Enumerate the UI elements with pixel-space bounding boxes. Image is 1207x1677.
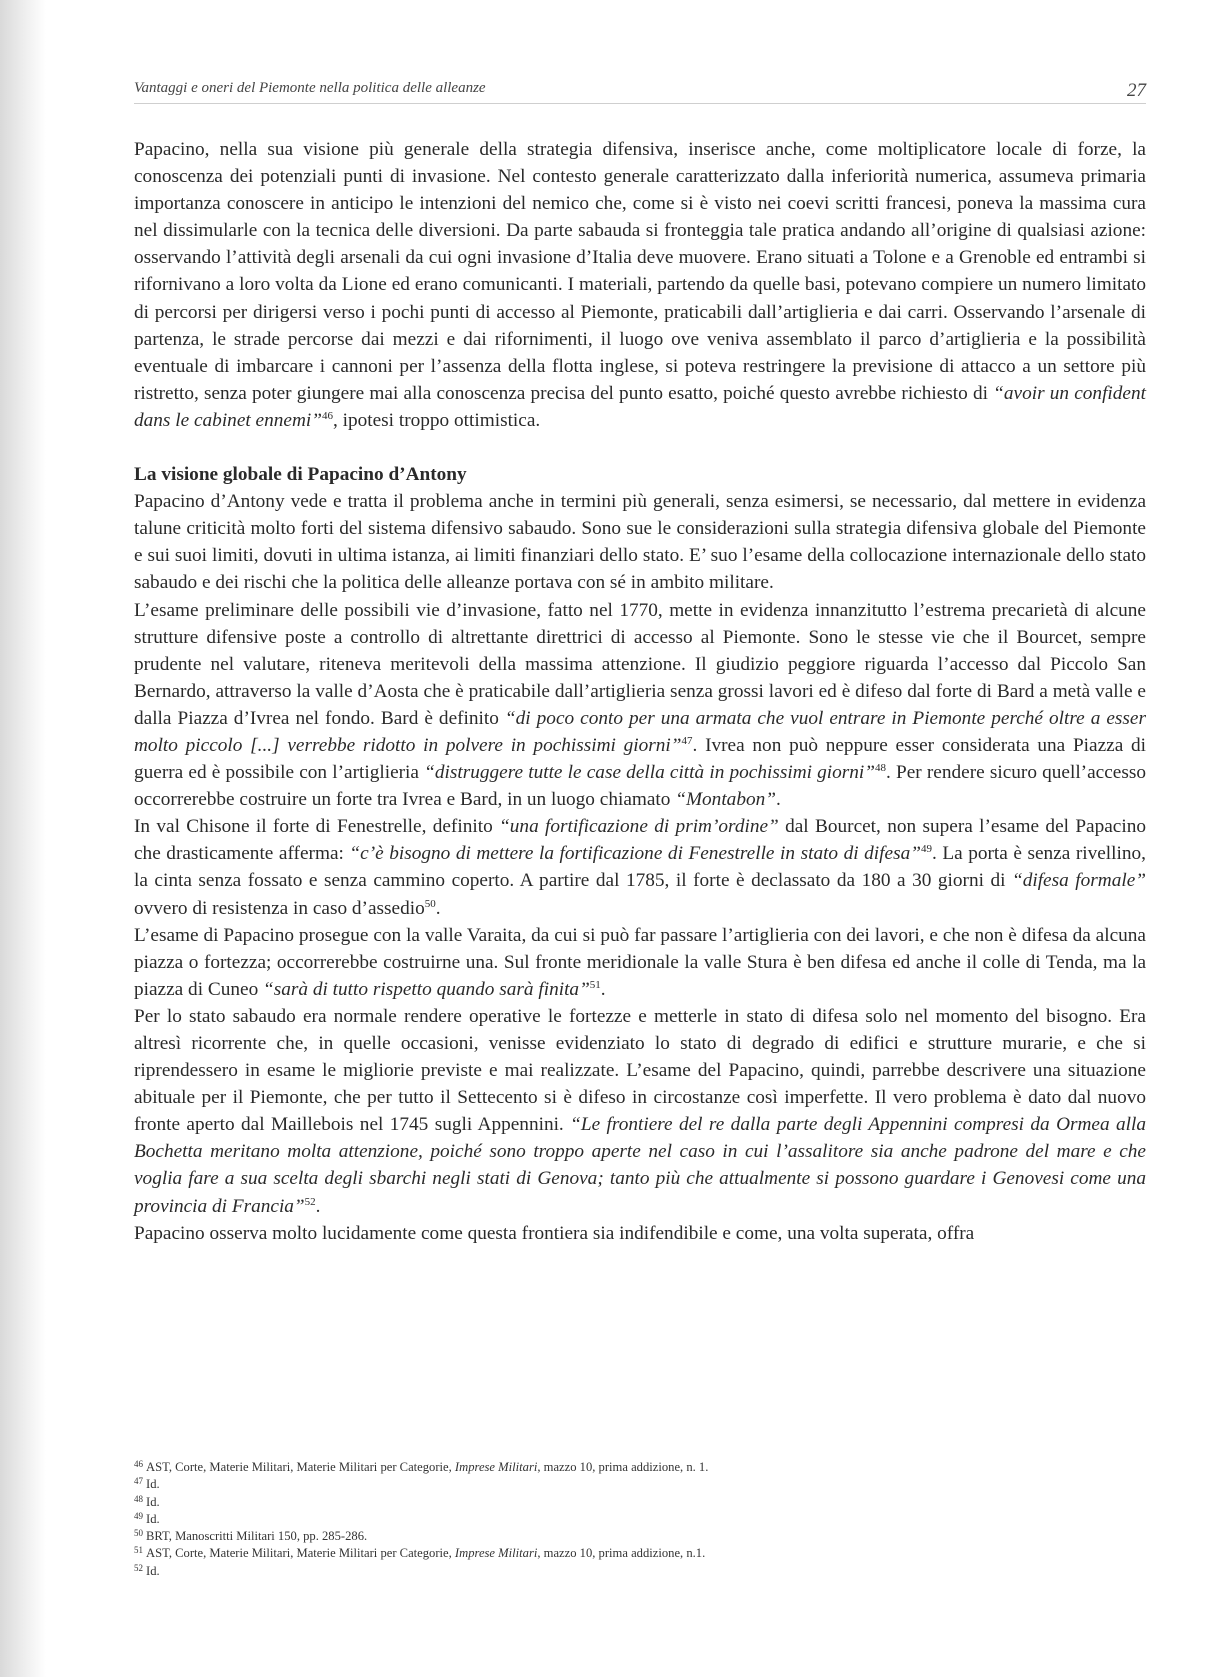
text-run: Papacino osserva molto lucidamente come questa frontiera sia indifendibile e come, una volta superata, offra — [134, 1222, 975, 1244]
text-run: . Ivrea non può neppure esser considerata una Piazza di guerra ed è possibile con l’artiglieria — [134, 734, 1146, 784]
footnote-number: 48 — [134, 1493, 143, 1504]
footnote — [134, 1494, 1146, 1511]
footnote-number: 46 — [134, 1459, 143, 1469]
paragraph — [134, 488, 1146, 596]
quotation: “avoir un confident dans le cabinet ennemi” — [134, 382, 1146, 431]
footnote-ref: 51 — [589, 978, 601, 991]
paragraph — [134, 813, 1146, 921]
text-run: In val Chisone il forte di Fenestrelle, definito — [134, 816, 500, 838]
quotation: “di poco conto per una armata che vuol entrare in Piemonte perché oltre a esser molto piccolo [...] verrebbe ridotto in polvere in pochissimi giorni” — [134, 707, 1146, 756]
text-run: . La porta è senza rivellino, la cinta senza fossato e senza cammino coperto. A partire dal 1785, il forte è declassato da 180 a 30 giorni di — [134, 843, 1146, 892]
running-head — [134, 80, 1146, 104]
text-run: , ipotesi troppo ottimistica. — [332, 409, 541, 431]
footnote-number: 51 — [134, 1545, 143, 1556]
running-head-title: Vantaggi e oneri del Piemonte nella politica delle alleanze — [134, 80, 486, 96]
text-run: L’esame preliminare delle possibili vie d’invasione, fatto nel 1770, mette in evidenza innanzitutto l’estrema precarietà di alcune strutture difensive poste a controllo di altrettante direttrici di accesso al Piemonte. Sono le stesse vie che il Bourcet, sempre prudente nel valutare, riteneva meritevoli della massima attenzione. Il giudizio peggiore riguarda l’accesso dal Piccolo San Bernardo, attraverso la valle d’Aosta che è praticabile dall’artiglieria senza grossi lavori ed è difeso dal forte di Bard a metà valle e dalla Piazza d’Ivrea nel fondo. Bard è definito — [134, 599, 1146, 729]
text-run: AST, Corte, Materie Militari, Materie Militari per Categorie, — [146, 1460, 455, 1474]
paragraph — [134, 1003, 1146, 1220]
paragraph — [134, 597, 1146, 814]
quotation: Imprese Militari — [454, 1460, 538, 1474]
text-run: dal Bourcet, non supera l’esame del Papacino che drasticamente afferma: — [134, 816, 1147, 865]
text-run: L’esame di Papacino prosegue con la valle Varaita, da cui si può far passare l’artiglieria con dei lavori, e che non è difesa da alcuna piazza o fortezza; occorrerebbe costruirne una. Sul fronte meridionale la valle Stura è ben difesa ed anche il colle di Tenda, ma la piazza di Cuneo — [134, 924, 1146, 1000]
text-run: Per lo stato sabaudo era normale rendere operative le fortezze e metterle in stato di difesa solo nel momento del bisogno. Era altresì ricorrente che, in quelle occasioni, venisse evidenziato lo stato di degrado di edifici e strutture murarie, e che si riprendessero in esame le migliorie previste e mai realizzate. L’esame del Papacino, quindi, parrebbe descrivere una situazione abituale per il Piemonte, che per tutto il Settecento si è difeso in circostanze così imperfette. Il vero problema è dato dal nuovo fronte aperto dal Maillebois nel 1745 sugli Appennini. — [134, 1005, 1146, 1136]
footnote-ref: 50 — [424, 897, 436, 910]
footnote-ref: 49 — [920, 843, 932, 856]
page-number: 27 — [1127, 80, 1146, 101]
footnote-ref: 47 — [681, 734, 693, 747]
text-run: Papacino d’Antony vede e tratta il problema anche in termini più generali, senza esimersi, se necessario, dal mettere in evidenza talune criticità molto forti del sistema difensivo sabaudo. Sono sue le considerazioni sulla strategia difensiva globale del Piemonte e sui suoi limiti, dovuti in ultima istanza, ai limiti finanziari dello stato. E’ suo l’esame della collocazione internazionale dello stato sabaudo e dei rischi che la politica delle alleanze portava con sé in ambito militare. — [134, 491, 1146, 594]
footnote-number: 47 — [134, 1476, 143, 1487]
text-run: Id. — [146, 1477, 160, 1492]
footnote — [134, 1545, 1146, 1562]
page-gutter-shadow — [0, 0, 46, 1677]
quotation: “Montabon” — [675, 789, 776, 811]
quotation: “c’è bisogno di mettere la fortificazione di Fenestrelle in stato di difesa” — [349, 843, 921, 865]
footnote-number: 50 — [134, 1528, 143, 1539]
quotation: Imprese Militari — [454, 1546, 538, 1561]
text-run: Papacino, nella sua visione più generale della strategia difensiva, inserisce anche, come moltiplicatore locale di forze, la conoscenza dei potenziali punti di invasione. Nel contesto generale caratterizzato dalla inferiorità numerica, assumeva primaria importanza conoscere in anticipo le intenzioni del nemico che, come si è visto nei coevi scritti francesi, poneva la massima cura nel dissimularle con la tecnica delle diversioni. Da parte sabauda si fronteggia tale pratica andando all’origine di qualsiasi azione: osservando l’attività degli arsenali da cui ogni invasione d’Italia deve muovere. Erano situati a Tolone e a Grenoble ed entrambi si rifornivano a loro volta da Lione ed erano comunicanti. I materiali, partendo da quelle basi, potevano compiere un numero limitato di percorsi per dirigersi verso i pochi punti di accesso al Piemonte, praticabili dall’artiglieria e dai carri. Osservando l’arsenale di partenza, le strade percorse dai mezzi e dai rifornimenti, il luogo ove veniva assemblato il parco d’artiglieria e la possibilità eventuale di imbarcare i cannoni per l’assenza della flotta inglese, si poteva restringere la previsione di attacco a un settore più ristretto, senza poter giungere mai alla conoscenza precisa del punto esatto, poiché questo avrebbe richiesto di — [134, 139, 1146, 404]
text-run: . — [315, 1195, 321, 1217]
quotation: “difesa formale” — [1011, 870, 1146, 892]
body-text — [134, 136, 1146, 1247]
text-run: . — [600, 978, 606, 1000]
quotation: “distruggere tutte le case della città in pochissimi giorni” — [424, 762, 876, 784]
footnote-number: 52 — [134, 1562, 143, 1573]
text-run: ovvero di resistenza in caso d’assedio — [134, 897, 425, 919]
footnote-ref: 46 — [321, 409, 333, 422]
text-run: Id. — [146, 1563, 160, 1578]
section-heading — [134, 461, 1146, 488]
footnote — [134, 1563, 1146, 1580]
paragraph — [134, 1220, 1146, 1247]
quotation: “una fortificazione di prim’ordine” — [499, 816, 779, 838]
text-run: . — [775, 789, 781, 811]
text-run: AST, Corte, Materie Militari, Materie Militari per Categorie, — [146, 1546, 455, 1561]
text-run: Id. — [146, 1494, 160, 1509]
text-run: BRT, Manoscritti Militari 150, pp. 285-286. — [146, 1529, 368, 1544]
quotation: “sarà di tutto rispetto quando sarà finita” — [263, 978, 590, 1000]
text-run: . — [435, 897, 441, 919]
footnotes — [134, 1459, 1146, 1580]
paragraph — [134, 922, 1146, 1003]
footnote — [134, 1476, 1146, 1493]
text-run: La visione globale di Papacino d’Antony — [134, 464, 467, 486]
footnote — [134, 1459, 1146, 1476]
footnote — [134, 1528, 1146, 1545]
footnote-number: 49 — [134, 1510, 143, 1521]
text-run: , mazzo 10, prima addizione, n.1. — [537, 1546, 706, 1561]
footnote-ref: 48 — [875, 762, 887, 775]
footnote — [134, 1511, 1146, 1528]
quotation: “Le frontiere del re dalla parte degli Appennini compresi da Ormea alla Bochetta meritano molta attenzione, poiché sono troppo aperte nel caso in cui l’assalitore sia anche padrone del mare e che voglia fare a sua scelta degli sbarchi negli stati di Genova; tanto più che attualmente si possono guardare i Genovesi come una provincia di Francia” — [134, 1114, 1147, 1217]
text-run: . Per rendere sicuro quell’accesso occorrerebbe costruire un forte tra Ivrea e Bard, in un luogo chiamato — [134, 762, 1146, 811]
paragraph — [134, 136, 1146, 434]
text-run: , mazzo 10, prima addizione, n. 1. — [537, 1460, 709, 1474]
text-run: Id. — [146, 1511, 160, 1526]
footnote-ref: 52 — [304, 1195, 316, 1208]
